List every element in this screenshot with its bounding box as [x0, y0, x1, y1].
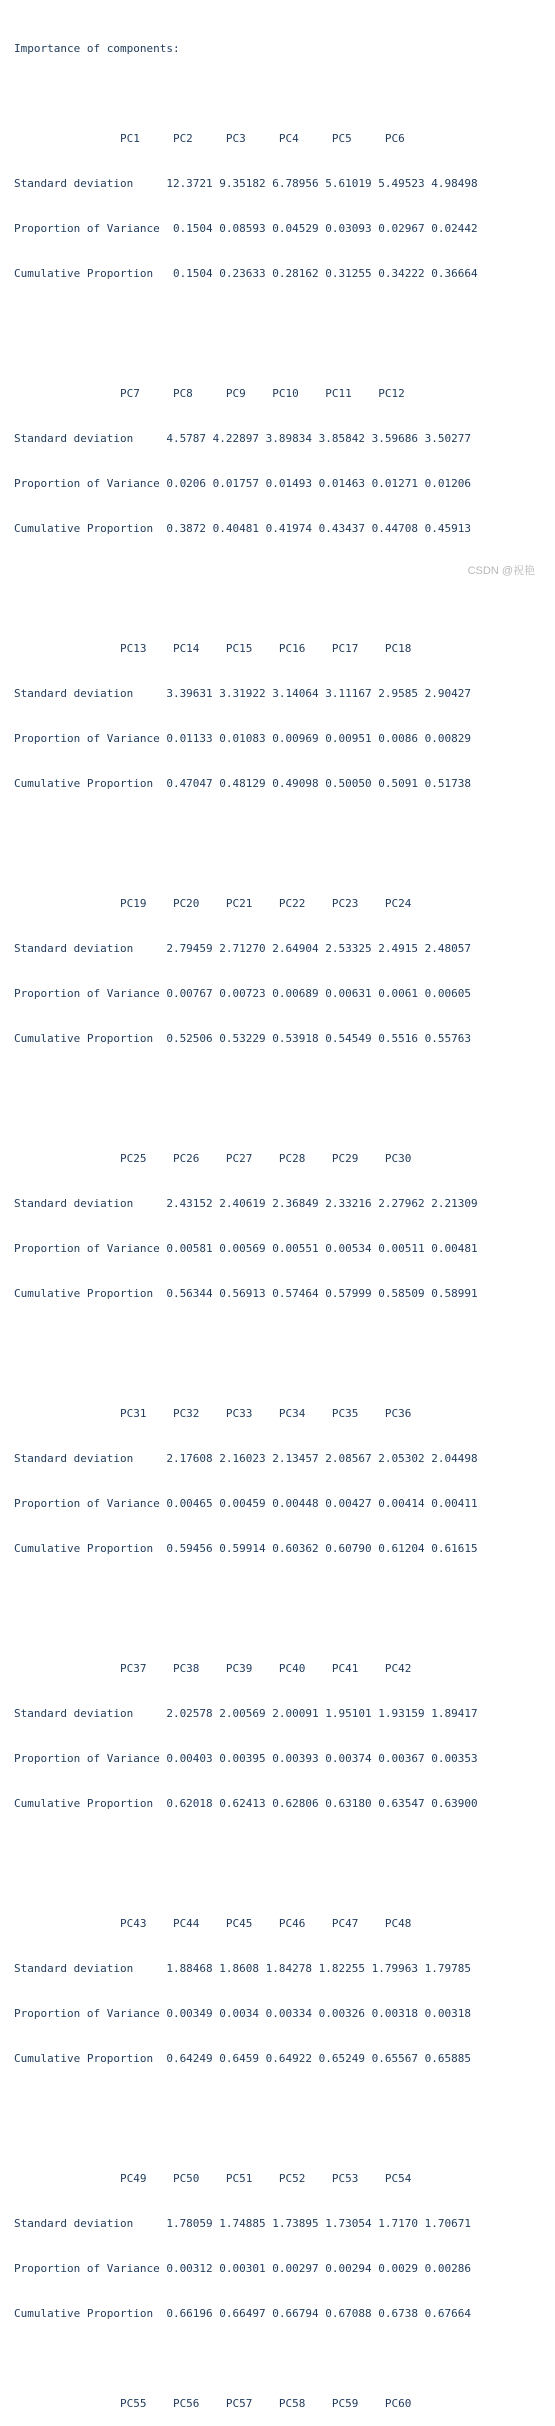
proportion-variance-row: Proportion of Variance 0.01133 0.01083 0.00969 0.00951 0.0086 0.00829 — [14, 732, 471, 745]
pc-block-1 — [14, 101, 478, 311]
cumulative-proportion-row: Cumulative Proportion 0.1504 0.23633 0.28162 0.31255 0.34222 0.36664 — [14, 267, 478, 280]
cumulative-proportion-row: Cumulative Proportion 0.59456 0.59914 0.60362 0.60790 0.61204 0.61615 — [14, 1542, 478, 1555]
csdn-watermark: CSDN @祝艳 — [467, 565, 535, 577]
pc-block-7 — [14, 1631, 478, 1841]
proportion-variance-row: Proportion of Variance 0.00581 0.00569 0.00551 0.00534 0.00511 0.00481 — [14, 1242, 478, 1255]
cumulative-proportion-row: Cumulative Proportion 0.62018 0.62413 0.62806 0.63180 0.63547 0.63900 — [14, 1797, 478, 1810]
pc-block-5 — [14, 1121, 478, 1331]
std-deviation-row: Standard deviation 2.17608 2.16023 2.13457 2.08567 2.05302 2.04498 — [14, 1452, 478, 1465]
std-deviation-row: Standard deviation 1.88468 1.8608 1.84278 1.82255 1.79963 1.79785 — [14, 1962, 471, 1975]
pc-header-row: PC7 PC8 PC9 PC10 PC11 PC12 — [14, 387, 405, 400]
pc-header-row-trailing: PC55 PC56 PC57 PC58 PC59 PC60 — [14, 2397, 412, 2410]
proportion-variance-row: Proportion of Variance 0.00465 0.00459 0.00448 0.00427 0.00414 0.00411 — [14, 1497, 478, 1510]
proportion-variance-row: Proportion of Variance 0.0206 0.01757 0.01493 0.01463 0.01271 0.01206 — [14, 477, 471, 490]
cumulative-proportion-row: Cumulative Proportion 0.66196 0.66497 0.66794 0.67088 0.6738 0.67664 — [14, 2307, 471, 2320]
cumulative-proportion-row: Cumulative Proportion 0.56344 0.56913 0.57464 0.57999 0.58509 0.58991 — [14, 1287, 478, 1300]
std-deviation-row: Standard deviation 2.02578 2.00569 2.00091 1.95101 1.93159 1.89417 — [14, 1707, 478, 1720]
proportion-variance-row: Proportion of Variance 0.00349 0.0034 0.00334 0.00326 0.00318 0.00318 — [14, 2007, 471, 2020]
std-deviation-row: Standard deviation 3.39631 3.31922 3.14064 3.11167 2.9585 2.90427 — [14, 687, 471, 700]
std-deviation-row: Standard deviation 2.43152 2.40619 2.36849 2.33216 2.27962 2.21309 — [14, 1197, 478, 1210]
pc-header-row: PC25 PC26 PC27 PC28 PC29 PC30 — [14, 1152, 412, 1165]
pc-block-9 — [14, 2141, 478, 2351]
pc-block-3 — [14, 611, 478, 821]
std-deviation-row: Standard deviation 1.78059 1.74885 1.73895 1.73054 1.7170 1.70671 — [14, 2217, 471, 2230]
proportion-variance-row: Proportion of Variance 0.00767 0.00723 0.00689 0.00631 0.0061 0.00605 — [14, 987, 471, 1000]
pc-block-8 — [14, 1886, 478, 2096]
pc-header-row: PC1 PC2 PC3 PC4 PC5 PC6 — [14, 132, 405, 145]
pc-block-2 — [14, 356, 478, 566]
pc-header-row: PC19 PC20 PC21 PC22 PC23 PC24 — [14, 897, 412, 910]
proportion-variance-row: Proportion of Variance 0.00403 0.00395 0.00393 0.00374 0.00367 0.00353 — [14, 1752, 478, 1765]
std-deviation-row: Standard deviation 4.5787 4.22897 3.89834 3.85842 3.59686 3.50277 — [14, 432, 471, 445]
pc-block-4 — [14, 866, 478, 1076]
console-title: Importance of components: — [14, 42, 180, 55]
r-console-output — [14, 11, 478, 2426]
std-deviation-row: Standard deviation 12.3721 9.35182 6.78956 5.61019 5.49523 4.98498 — [14, 177, 478, 190]
pc-block-6 — [14, 1376, 478, 1586]
cumulative-proportion-row: Cumulative Proportion 0.52506 0.53229 0.53918 0.54549 0.5516 0.55763 — [14, 1032, 471, 1045]
pc-header-row: PC31 PC32 PC33 PC34 PC35 PC36 — [14, 1407, 412, 1420]
cumulative-proportion-row: Cumulative Proportion 0.64249 0.6459 0.64922 0.65249 0.65567 0.65885 — [14, 2052, 471, 2065]
proportion-variance-row: Proportion of Variance 0.1504 0.08593 0.04529 0.03093 0.02967 0.02442 — [14, 222, 478, 235]
pc-header-row: PC43 PC44 PC45 PC46 PC47 PC48 — [14, 1917, 412, 1930]
cumulative-proportion-row: Cumulative Proportion 0.47047 0.48129 0.49098 0.50050 0.5091 0.51738 — [14, 777, 471, 790]
pc-header-row: PC37 PC38 PC39 PC40 PC41 PC42 — [14, 1662, 412, 1675]
std-deviation-row: Standard deviation 2.79459 2.71270 2.64904 2.53325 2.4915 2.48057 — [14, 942, 471, 955]
proportion-variance-row: Proportion of Variance 0.00312 0.00301 0.00297 0.00294 0.0029 0.00286 — [14, 2262, 471, 2275]
cumulative-proportion-row: Cumulative Proportion 0.3872 0.40481 0.41974 0.43437 0.44708 0.45913 — [14, 522, 471, 535]
pc-header-row: PC49 PC50 PC51 PC52 PC53 PC54 — [14, 2172, 412, 2185]
pc-header-row: PC13 PC14 PC15 PC16 PC17 PC18 — [14, 642, 412, 655]
